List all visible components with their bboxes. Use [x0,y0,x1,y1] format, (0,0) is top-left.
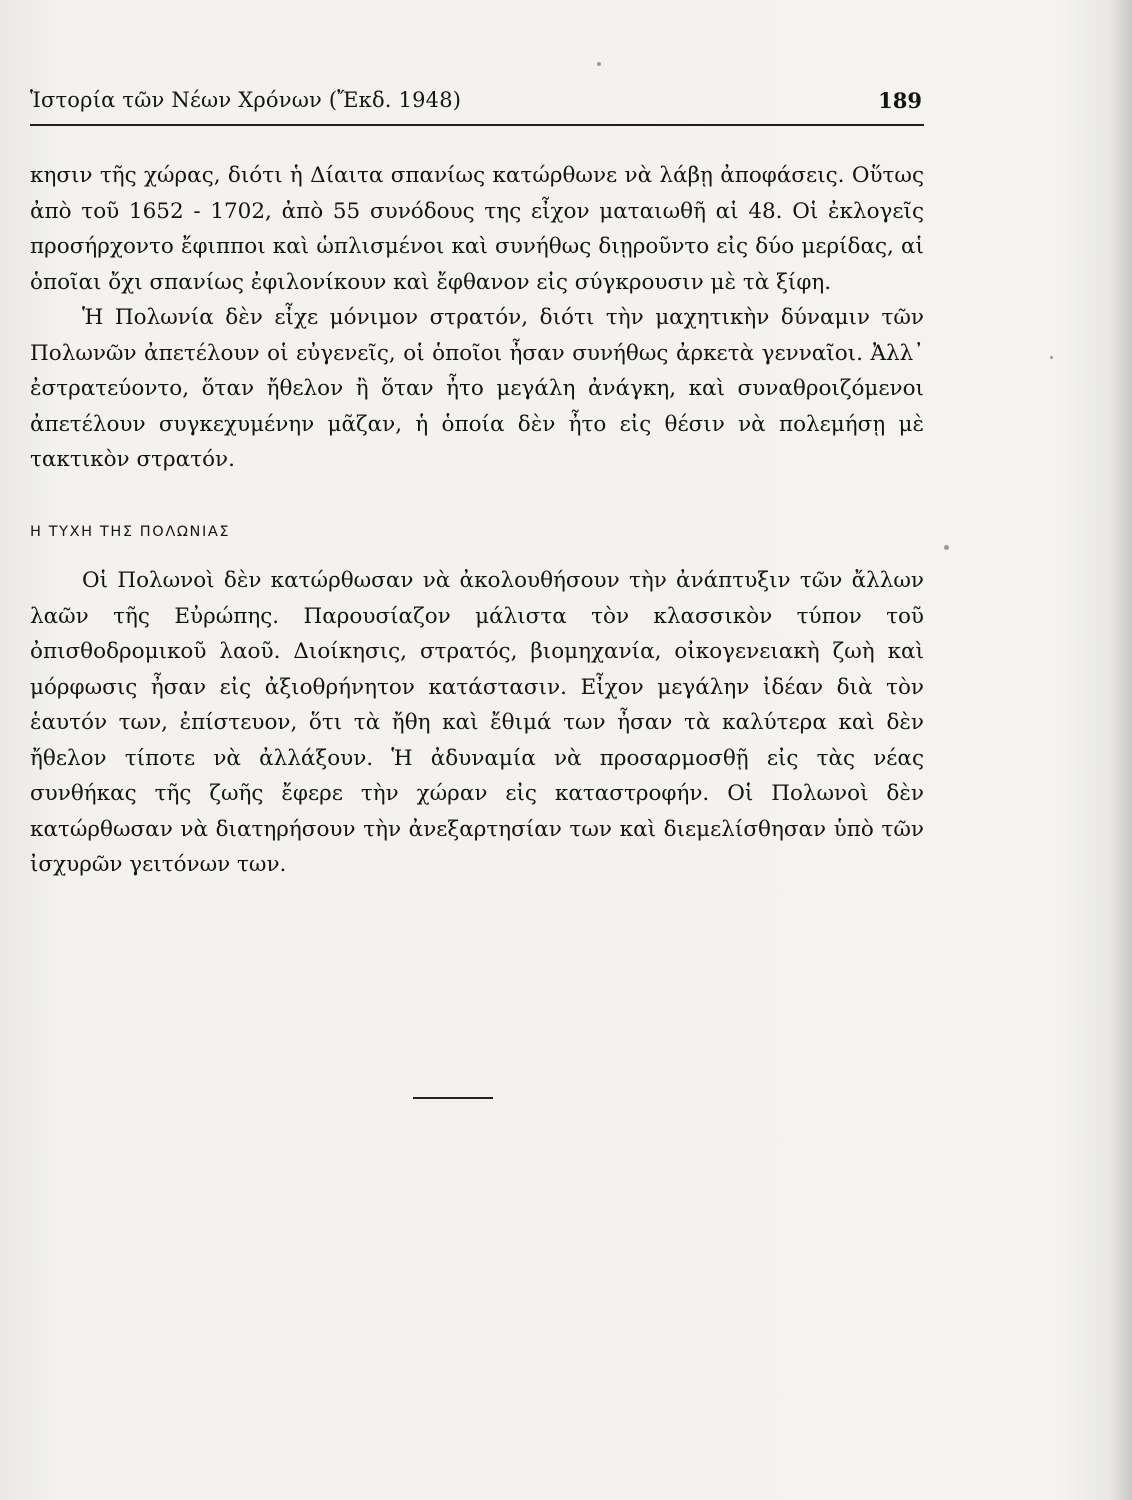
paper-speck [1050,356,1053,359]
paragraph-army: Ἡ Πολωνία δὲν εἶχε μόνιμον στρατόν, διότι τὴν μαχητικὴν δύναμιν τῶν Πολωνῶν ἀπετέλουν οἱ εὐγενεῖς, οἱ ὁποῖοι ἦσαν συνήθως ἀρκετὰ γενναῖοι. Ἀλλ᾽ ἐστρατεύοντο, ὅταν ἤθελον ἢ ὅταν ἦτο μεγάλη ἀνάγκη, καὶ συναθροιζόμενοι ἀπετέλουν συγκεχυμένην μᾶζαν, ἡ ὁποία δὲν ἦτο εἰς θέσιν νὰ πολεμήσῃ μὲ τακτικὸν στρατόν. [30,305,924,472]
header-rule [30,124,924,126]
paragraph-continuation: κησιν τῆς χώρας, διότι ἡ Δίαιτα σπανίως κατώρθωνε νὰ λάβῃ ἀποφάσεις. Οὕτως ἀπὸ τοῦ 1652 - 1702, ἀπὸ 55 συνόδους της εἶχον ματαιωθῆ αἱ 48. Οἱ ἐκλογεῖς προσήρχοντο ἔφιπποι καὶ ὡπλισμένοι καὶ συνήθως διῃροῦντο εἰς δύο μερίδας, αἱ ὁποῖαι ὄχι σπανίως ἐφιλονίκουν καὶ ἔφθανον εἰς σύγκρουσιν μὲ τὰ ξίφη. [30,163,924,295]
running-header [30,88,922,120]
section-text-block [30,563,924,883]
paper-speck [597,62,601,66]
paper-speck [944,545,949,550]
section-heading: Η ΤΥΧΗ ΤΗΣ ΠΟΛΩΝΙΑΣ [30,524,231,540]
end-rule [413,1097,493,1099]
running-header-title: Ἱστορία τῶν Νέων Χρόνων (Ἔκδ. 1948) [30,88,462,112]
page-edge-shadow [1110,0,1132,1500]
top-text-block [30,158,924,478]
paragraph-fate-of-poland: Οἱ Πολωνοὶ δὲν κατώρθωσαν νὰ ἀκολουθήσουν τὴν ἀνάπτυξιν τῶν ἄλλων λαῶν τῆς Εὐρώπης. Παρουσίαζον μάλιστα τὸν κλασσικὸν τύπον τοῦ ὀπισθοδρομικοῦ λαοῦ. Διοίκησις, στρατός, βιομηχανία, οἰκογενειακὴ ζωὴ καὶ μόρφωσις ἦσαν εἰς ἀξιοθρήνητον κατάστασιν. Εἶχον μεγάλην ἰδέαν διὰ τὸν ἑαυτόν των, ἐπίστευον, ὅτι τὰ ἤθη καὶ ἔθιμά των ἦσαν τὰ καλύτερα καὶ δὲν ἤθελον τίποτε νὰ ἀλλάξουν. Ἡ ἀδυναμία νὰ προσαρμοσθῇ εἰς τὰς νέας συνθήκας τῆς ζωῆς ἔφερε τὴν χώραν εἰς καταστροφήν. Οἱ Πολωνοὶ δὲν κατώρθωσαν νὰ διατηρήσουν τὴν ἀνεξαρτησίαν των καὶ διεμελίσθησαν ὑπὸ τῶν ἰσχυρῶν γειτόνων των. [30,568,924,877]
page-number: 189 [878,88,922,113]
